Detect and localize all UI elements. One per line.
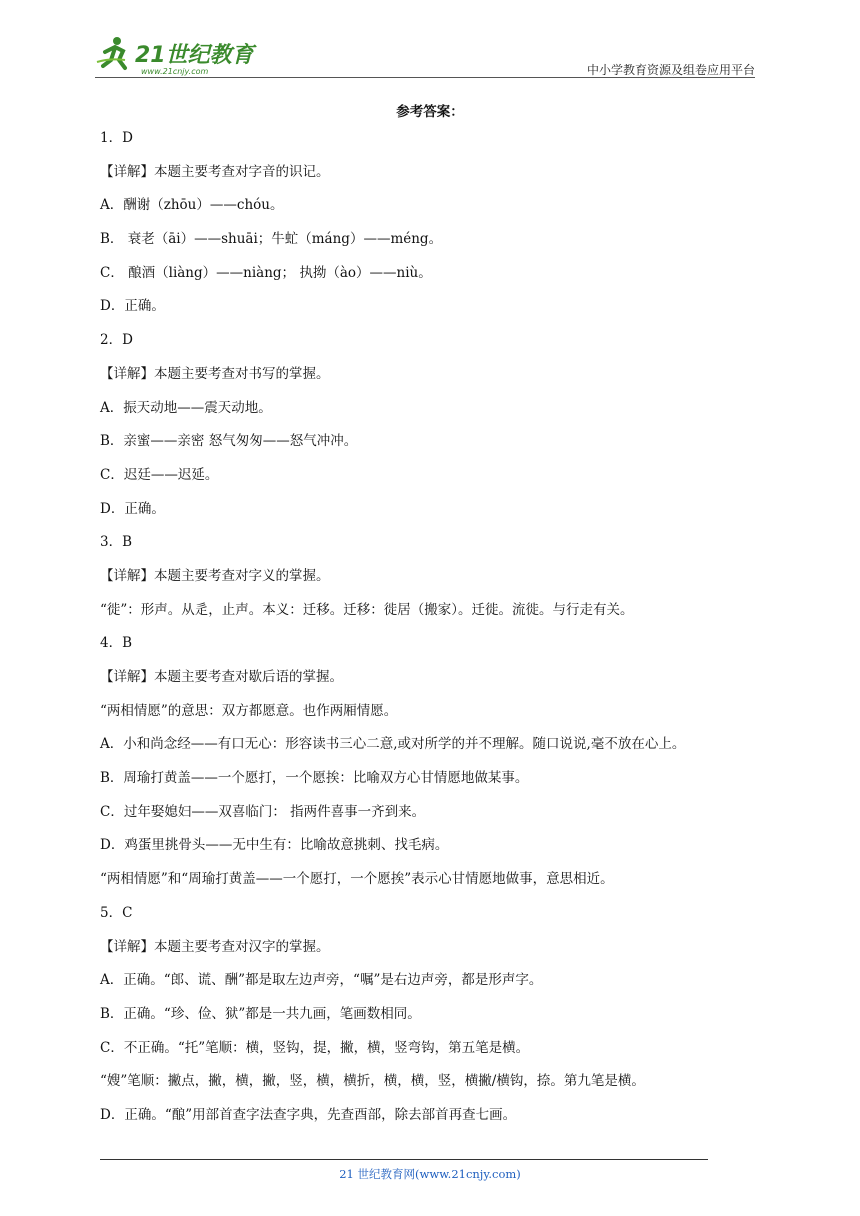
text-line: “两相情愿”和“周瑜打黄盖——一个愿打，一个愿挨”表示心甘情愿地做事，意思相近。 (100, 871, 614, 888)
text-line: B．正确。“珍、俭、狱”都是一共九画，笔画数相同。 (100, 1005, 421, 1022)
text-line: C．迟廷——迟延。 (100, 466, 219, 483)
footer-divider (100, 1159, 708, 1160)
text-line: “嫂”笔顺：撇点，撇，横，撇，竖，横，横折，横，横，竖，横撇/横钩，捺。第九笔是横。 (100, 1073, 645, 1090)
text-line: 【详解】本题主要考查对字义的掌握。 (100, 567, 330, 584)
text-line: 【详解】本题主要考查对歇后语的掌握。 (100, 669, 343, 685)
header-platform-text: 中小学教育资源及组卷应用平台 (586, 63, 755, 77)
logo-text: 21世纪教育 (135, 43, 254, 68)
text-line: A．酬谢（zhōu）——chóu。 (100, 197, 284, 214)
logo-url: www.21cnjy.com (141, 67, 209, 76)
text-line: A．小和尚念经——有口无心：形容读书三心二意,或对所学的并不理解。随口说说,毫不放在心上。 (100, 736, 686, 753)
answer-content (100, 129, 760, 1140)
text-line: 1．D (100, 130, 133, 146)
text-line: 【详解】本题主要考查对汉字的掌握。 (100, 938, 330, 955)
text-line: C． 酿酒（liàng）——niàng； 执拗（ào）——niù。 (100, 264, 432, 281)
footer-link[interactable]: 21 世纪教育网(www.21cnjy.com) (339, 1167, 521, 1181)
text-line: “两相情愿”的意思：双方都愿意。也作两厢情愿。 (100, 702, 398, 719)
text-line: B． 衰老（āi）——shuāi；牛虻（máng）——méng。 (100, 231, 443, 248)
text-line: “徙”：形声。从辵，止声。本义：迁移。迁移：徙居（搬家）。迁徙。流徙。与行走有关。 (100, 601, 634, 618)
text-line: 5．C (100, 904, 133, 921)
text-line: A．正确。“郎、谎、酬”都是取左边声旁，“嘱”是右边声旁，都是形声字。 (100, 972, 543, 989)
text-line: C．不正确。“托”笔顺：横，竖钩，提，撇，横，竖弯钩，第五笔是横。 (100, 1039, 530, 1056)
text-line: A．振天动地——震天动地。 (100, 399, 272, 416)
page-title: 参考答案： (396, 104, 464, 120)
text-line: C．过年娶媳妇——双喜临门： 指两件喜事一齐到来。 (100, 803, 426, 820)
text-line: B．周瑜打黄盖——一个愿打，一个愿挨：比喻双方心甘情愿地做某事。 (100, 770, 529, 787)
text-line: D．正确。 (100, 298, 165, 315)
text-line: D．鸡蛋里挑骨头——无中生有：比喻故意挑刺、找毛病。 (100, 837, 449, 854)
text-line: B．亲蜜——亲密 怒气匆匆——怒气冲冲。 (100, 433, 358, 450)
text-line: D．正确。“酿”用部首查字法查字典，先查酉部，除去部首再查七画。 (100, 1106, 517, 1123)
text-line: 2．D (100, 332, 133, 349)
text-line: 【详解】本题主要考查对书写的掌握。 (100, 365, 330, 382)
text-line: 4．B (100, 635, 133, 652)
text-line: D．正确。 (100, 500, 165, 517)
page-header (95, 30, 755, 78)
text-line: 【详解】本题主要考查对字音的识记。 (100, 163, 330, 180)
text-line: 3．B (100, 534, 133, 551)
header-divider (95, 77, 755, 78)
site-logo (95, 32, 265, 78)
